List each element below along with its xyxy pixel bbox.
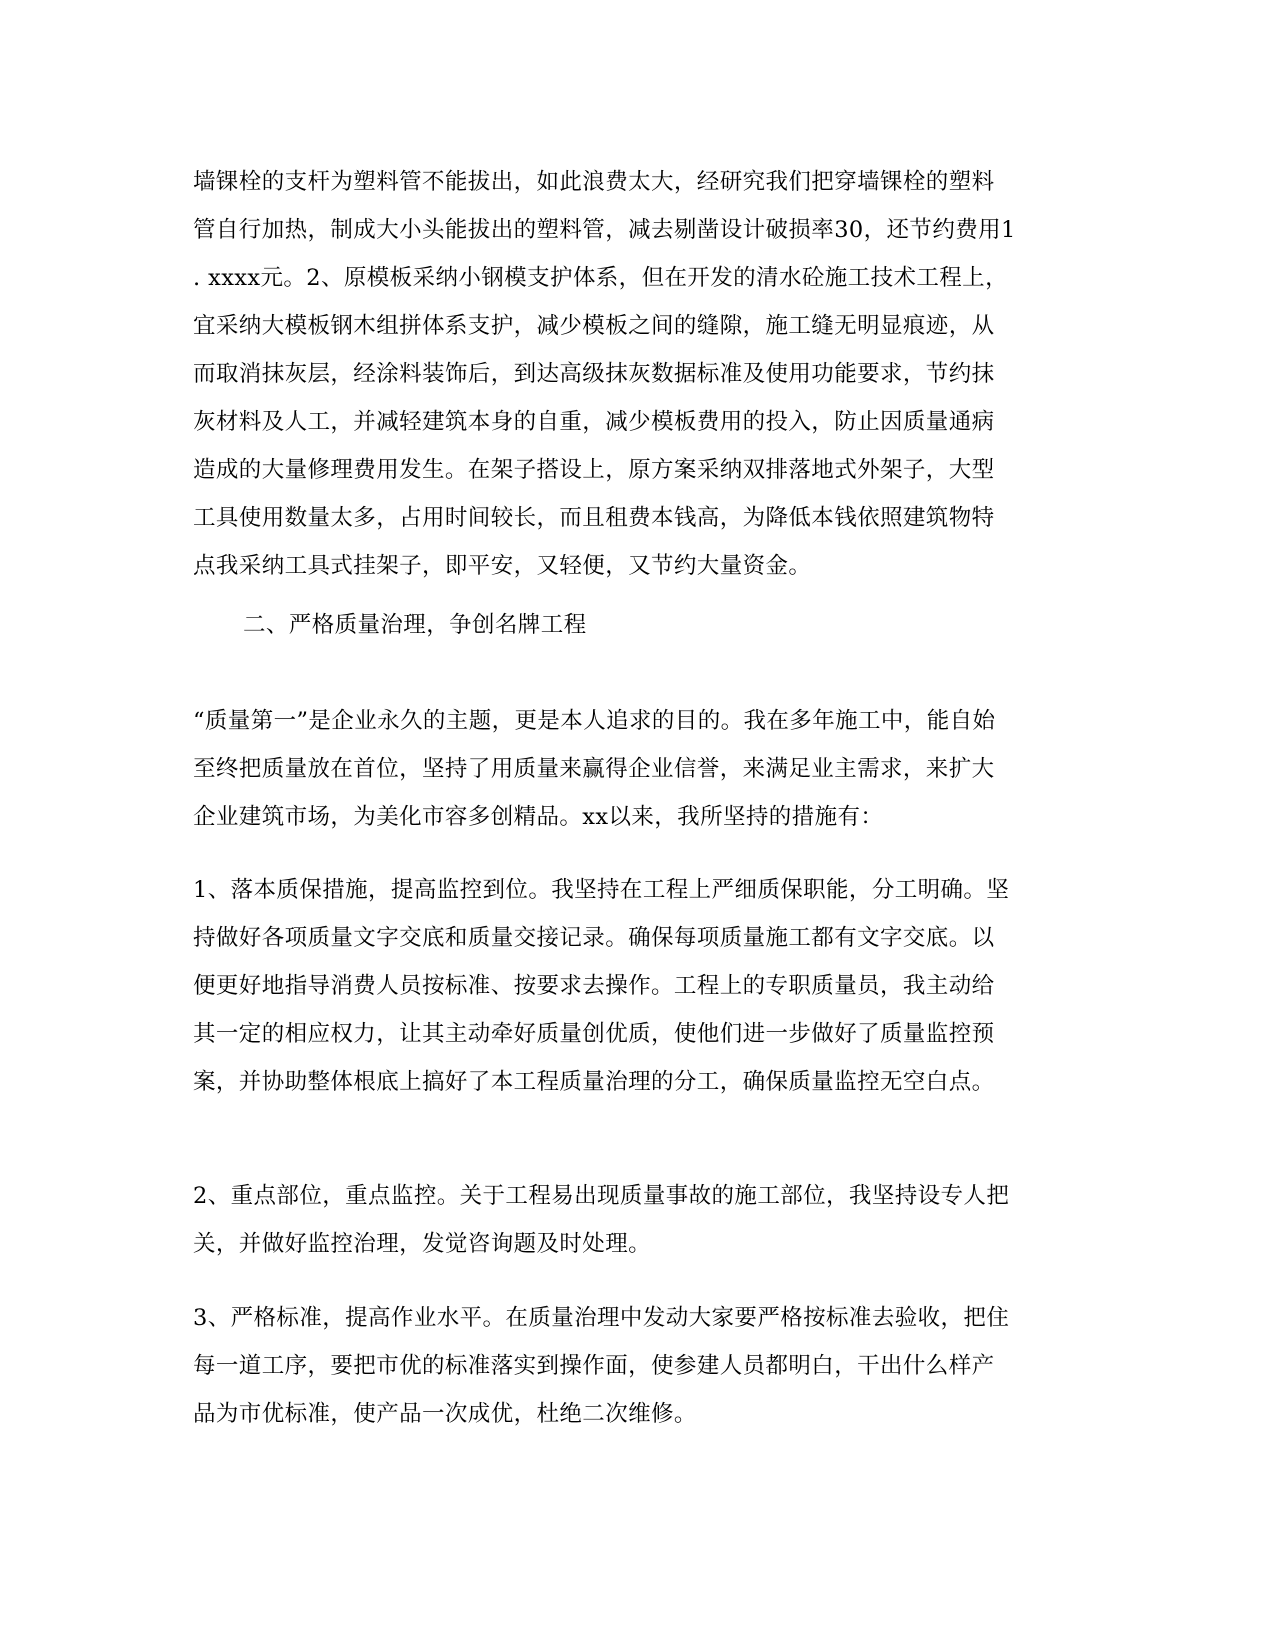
text-line: 案，并协助整体根底上搞好了本工程质量治理的分工，确保质量监控无空白点。 [193,1069,995,1095]
text-line: 宜采纳大模板钢木组拼体系支护，减少模板之间的缝隙，施工缝无明显痕迹，从 [193,313,995,339]
text-line: 3、严格标准，提高作业水平。在质量治理中发动大家要严格按标准去验收，把住 [193,1305,1010,1331]
text-line: 墙锞栓的支杆为塑料管不能拔出，如此浪费太大，经研究我们把穿墙锞栓的塑料 [193,169,995,195]
text-line: 工具使用数量太多，占用时间较长，而且租费本钱高，为降低本钱依照建筑物特 [193,505,995,531]
text-line: 灰材料及人工，并减轻建筑本身的自重，减少模板费用的投入，防止因质量通病 [193,409,995,435]
text-line: 至终把质量放在首位，坚持了用质量来赢得企业信誉，来满足业主需求，来扩大 [193,756,995,782]
paragraph-quality-first [193,697,1085,841]
text-line: 点我采纳工具式挂架子，即平安，又轻便，又节约大量资金。 [193,553,812,579]
text-line: . xxxx元。2、原模板采纳小钢模支护体系，但在开发的清水砼施工技术工程上， [193,265,1008,291]
paragraph-measure-2 [193,1172,1085,1268]
text-line: 品为市优标准，使产品一次成优，杜绝二次维修。 [193,1401,697,1427]
text-line: 1、落本质保措施，提高监控到位。我坚持在工程上严细质保职能，分工明确。坚 [193,877,1010,903]
text-line: 关，并做好监控治理，发觉咨询题及时处理。 [193,1231,652,1257]
text-line: 每一道工序，要把市优的标准落实到操作面，使参建人员都明白，干出什么样产 [193,1353,995,1379]
text-line: 企业建筑市场，为美化市容多创精品。xx以来，我所坚持的措施有： [193,804,884,830]
text-line: “质量第一”是企业永久的主题，更是本人追求的目的。我在多年施工中，能自始 [193,708,996,734]
text-line: 持做好各项质量文字交底和质量交接记录。确保每项质量施工都有文字交底。以 [193,925,995,951]
heading-text: 二、严格质量治理，争创名牌工程 [243,612,587,638]
paragraph-measure-1 [193,866,1085,1106]
text-line: 便更好地指导消费人员按标准、按要求去操作。工程上的专职质量员，我主动给 [193,973,995,999]
text-line: 造成的大量修理费用发生。在架子搭设上，原方案采纳双排落地式外架子，大型 [193,457,995,483]
text-line: 其一定的相应权力，让其主动牵好质量创优质，使他们进一步做好了质量监控预 [193,1021,995,1047]
text-line: 2、重点部位，重点监控。关于工程易出现质量事故的施工部位，我坚持设专人把 [193,1183,1010,1209]
paragraph-measure-3 [193,1294,1085,1438]
paragraph-continuation [193,158,1085,590]
section-heading [243,601,1135,649]
text-line: 而取消抹灰层，经涂料装饰后，到达高级抹灰数据标准及使用功能要求，节约抹 [193,361,995,387]
text-line: 管自行加热，制成大小头能拔出的塑料管，减去剔凿设计破损率30，还节约费用1 [193,217,1016,243]
